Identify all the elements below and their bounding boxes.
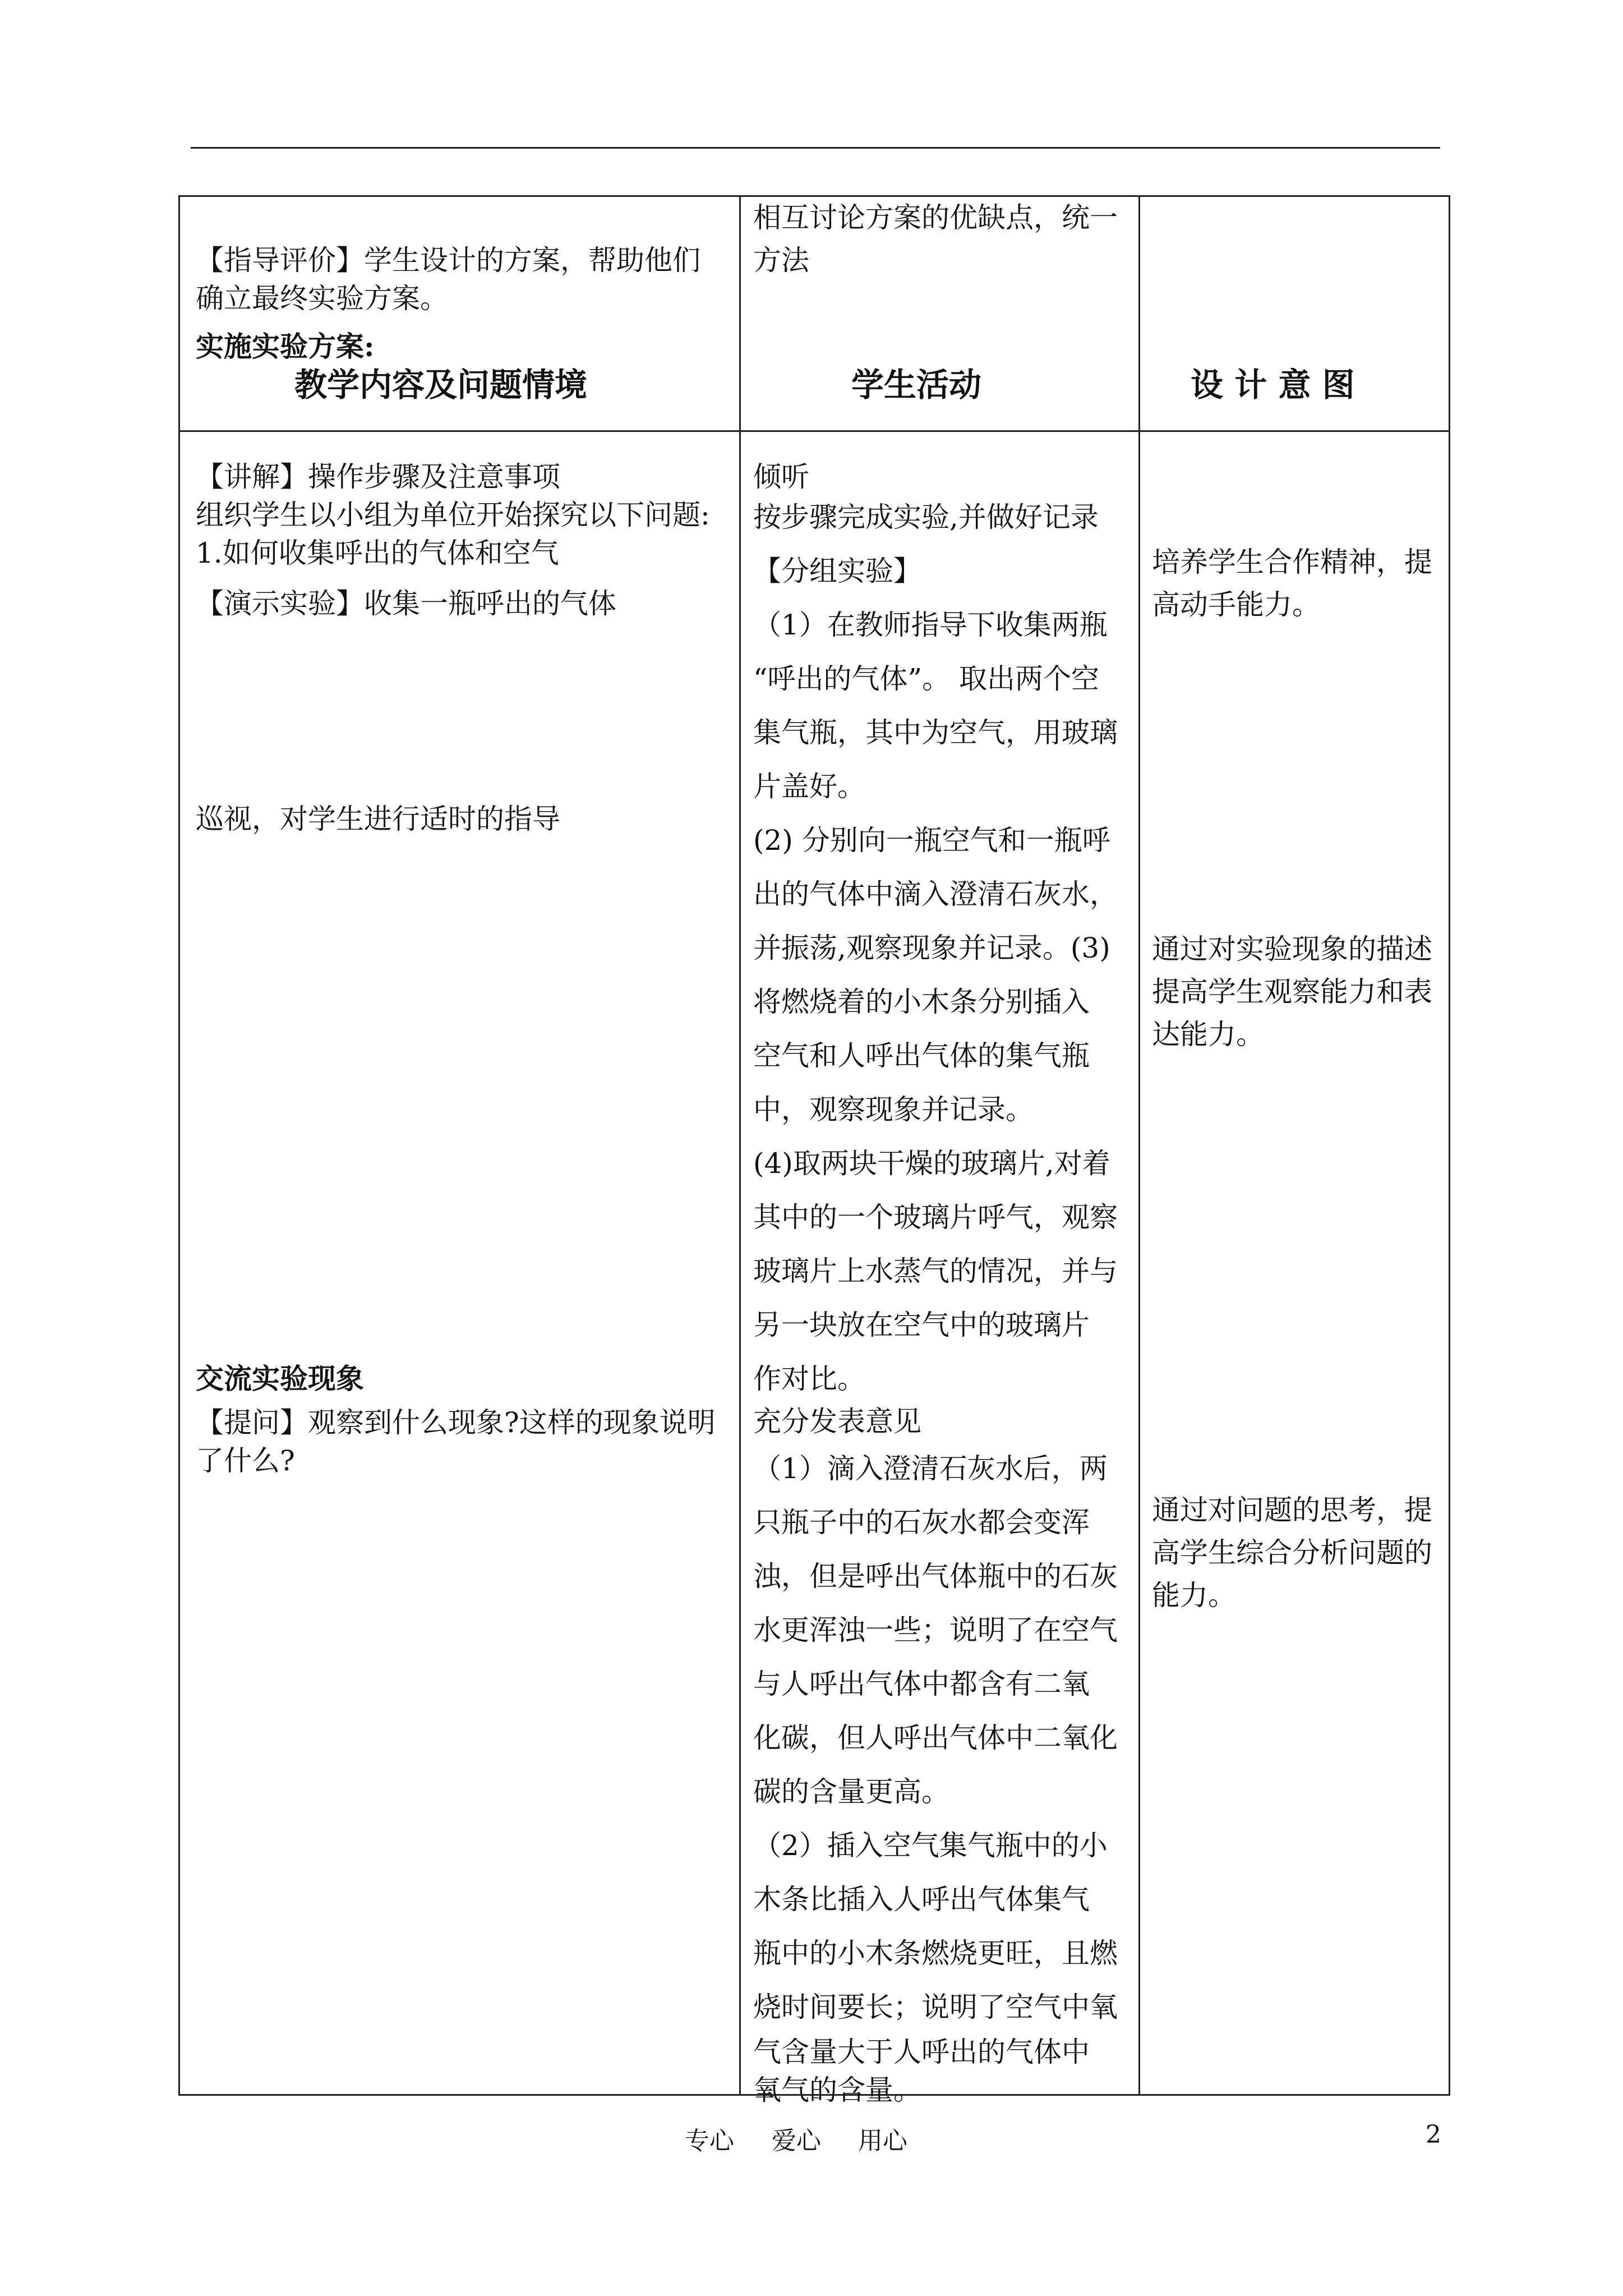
exchange-title: 交流实验现象: [196, 1362, 364, 1395]
header-student-activity: 学生活动: [851, 366, 982, 404]
discussion-line: 气含量大于人呼出的气体中: [753, 2036, 1090, 2068]
experiment-line: 其中的一个玻璃片呼气，观察: [753, 1201, 1118, 1234]
column-divider-2: [1138, 195, 1140, 2096]
table-border-right: [1449, 195, 1450, 2096]
discussion-line: 木条比插入人呼出气体集气: [753, 1883, 1090, 1916]
discussion-line: 与人呼出气体中都含有二氧: [753, 1668, 1090, 1700]
header-design-intent: 设 计 意 图: [1191, 366, 1355, 404]
intent-2-line-3: 达能力。: [1152, 1018, 1264, 1051]
question-1-line: 1.如何收集呼出的气体和空气: [196, 537, 559, 569]
discussion-line: 碳的含量更高。: [753, 1775, 949, 1808]
footer-motto-love: 爱心: [772, 2127, 821, 2155]
experiment-line: 作对比。: [753, 1363, 865, 1395]
discussion-line: 烧时间要长；说明了空气中氧: [753, 1991, 1118, 2023]
experiment-line: 并振荡,观察现象并记录。(3): [753, 932, 1110, 964]
table-border-left: [178, 195, 180, 2096]
listen-line: 倾听: [753, 461, 809, 493]
experiment-line: 中，观察现象并记录。: [753, 1093, 1034, 1126]
patrol-line: 巡视，对学生进行适时的指导: [196, 803, 560, 835]
discussion-line: 只瓶子中的石灰水都会变浑: [753, 1506, 1090, 1539]
guidance-line-2: 确立最终实验方案。: [196, 282, 448, 315]
discussion-line: （1）滴入澄清石灰水后，两: [753, 1452, 1108, 1485]
experiment-line: 玻璃片上水蒸气的情况，并与: [753, 1255, 1118, 1287]
discussion-title: 充分发表意见: [753, 1405, 921, 1438]
header-row-divider: [178, 430, 1450, 432]
experiment-line: （1）在教师指导下收集两瓶: [753, 609, 1108, 641]
guidance-line-1: 【指导评价】学生设计的方案，帮助他们: [196, 244, 700, 277]
ask-line-2: 了什么?: [196, 1444, 295, 1477]
follow-steps-line: 按步骤完成实验,并做好记录: [753, 501, 1099, 533]
explain-line: 【讲解】操作步骤及注意事项: [196, 461, 560, 493]
discussion-line: 化碳，但人呼出气体中二氧化: [753, 1722, 1118, 1754]
experiment-line: 另一块放在空气中的玻璃片: [753, 1309, 1090, 1341]
ask-line-1: 【提问】观察到什么现象?这样的现象说明: [196, 1406, 716, 1439]
experiment-line: (4)取两块干燥的玻璃片,对着: [753, 1147, 1110, 1180]
experiment-line: (2) 分别向一瓶空气和一瓶呼: [753, 824, 1110, 857]
experiment-line: 片盖好。: [753, 770, 865, 803]
intent-3-line-3: 能力。: [1152, 1579, 1236, 1612]
discuss-line-1: 相互讨论方案的优缺点，统一: [753, 201, 1118, 234]
intent-3-line-2: 高学生综合分析问题的: [1152, 1536, 1432, 1569]
discussion-line: 氧气的含量。: [753, 2074, 921, 2106]
experiment-line: “呼出的气体”。 取出两个空: [753, 662, 1100, 695]
experiment-line: 将燃烧着的小木条分别插入: [753, 986, 1090, 1018]
footer-motto-focus: 专心: [685, 2127, 734, 2155]
intent-1-line-2: 高动手能力。: [1152, 588, 1320, 621]
demo-experiment-line: 【演示实验】收集一瓶呼出的气体: [196, 587, 616, 620]
organize-line: 组织学生以小组为单位开始探究以下问题:: [196, 499, 710, 531]
group-experiment-title: 【分组实验】: [753, 555, 921, 587]
discussion-line: （2）插入空气集气瓶中的小: [753, 1829, 1108, 1862]
page-number: 2: [1426, 2120, 1441, 2149]
discussion-line: 浊，但是呼出气体瓶中的石灰: [753, 1560, 1118, 1593]
column-divider-1: [739, 195, 741, 2096]
discussion-line: 水更浑浊一些；说明了在空气: [753, 1614, 1118, 1646]
header-rule: [191, 147, 1440, 149]
intent-3-line-1: 通过对问题的思考，提: [1152, 1494, 1432, 1526]
intent-2-line-1: 通过对实验现象的描述: [1152, 933, 1432, 965]
table-border-top: [178, 195, 1450, 197]
experiment-line: 集气瓶，其中为空气，用玻璃: [753, 716, 1118, 749]
header-teaching-content: 教学内容及问题情境: [294, 366, 588, 404]
implement-plan-title: 实施实验方案:: [196, 330, 375, 363]
experiment-line: 出的气体中滴入澄清石灰水，: [753, 878, 1118, 910]
intent-2-line-2: 提高学生观察能力和表: [1152, 976, 1432, 1008]
discussion-line: 瓶中的小木条燃烧更旺，且燃: [753, 1937, 1118, 1970]
footer-motto-care: 用心: [858, 2127, 907, 2155]
experiment-line: 空气和人呼出气体的集气瓶: [753, 1039, 1090, 1072]
intent-1-line-1: 培养学生合作精神，提: [1152, 546, 1432, 578]
discuss-line-2: 方法: [753, 244, 809, 277]
